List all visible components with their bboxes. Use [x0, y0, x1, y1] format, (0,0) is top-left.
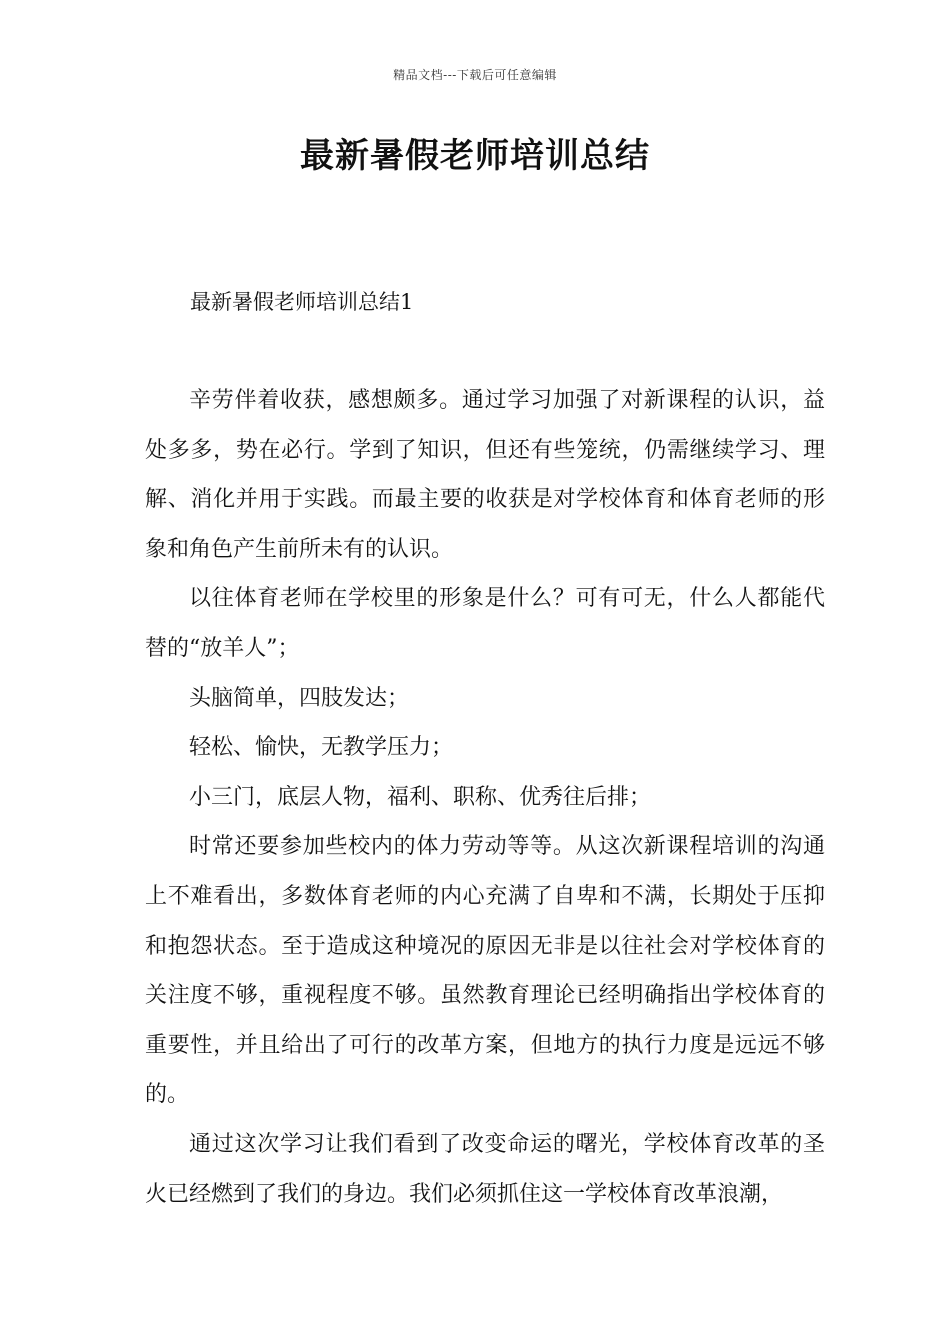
paragraph: 时常还要参加些校内的体力劳动等等。从这次新课程培训的沟通上不难看出，多数体育老师的内心充满了自卑和不满，长期处于压抑和抱怨状态。至于造成这种境况的原因无非是以往社会对学校体育的关注度不够，重视程度不够。虽然教育理论已经明确指出学校体育的重要性，并且给出了可行的改革方案，但地方的执行力度是远远不够的。	[145, 834, 825, 1108]
section-heading: 最新暑假老师培训总结1	[190, 290, 414, 314]
paragraph: 辛劳伴着收获，感想颇多。通过学习加强了对新课程的认识，益处多多，势在必行。学到了知识，但还有些笼统，仍需继续学习、理解、消化并用于实践。而最主要的收获是对学校体育和体育老师的形象和角色产生前所未有的认识。	[145, 388, 825, 562]
paragraph: 头脑简单，四肢发达；	[189, 685, 410, 711]
paragraph: 小三门，底层人物，福利、职称、优秀往后排；	[189, 784, 652, 810]
document-body	[145, 376, 825, 1219]
document-title: 最新暑假老师培训总结	[300, 136, 650, 176]
header-note: 精品文档---下载后可任意编辑	[393, 68, 557, 82]
paragraph: 通过这次学习让我们看到了改变命运的曙光，学校体育改革的圣火已经燃到了我们的身边。我们必须抓住这一学校体育改革浪潮，	[145, 1131, 825, 1207]
paragraph: 以往体育老师在学校里的形象是什么？可有可无，什么人都能代替的“放羊人”；	[145, 586, 825, 661]
paragraph: 轻松、愉快，无教学压力；	[189, 735, 454, 761]
